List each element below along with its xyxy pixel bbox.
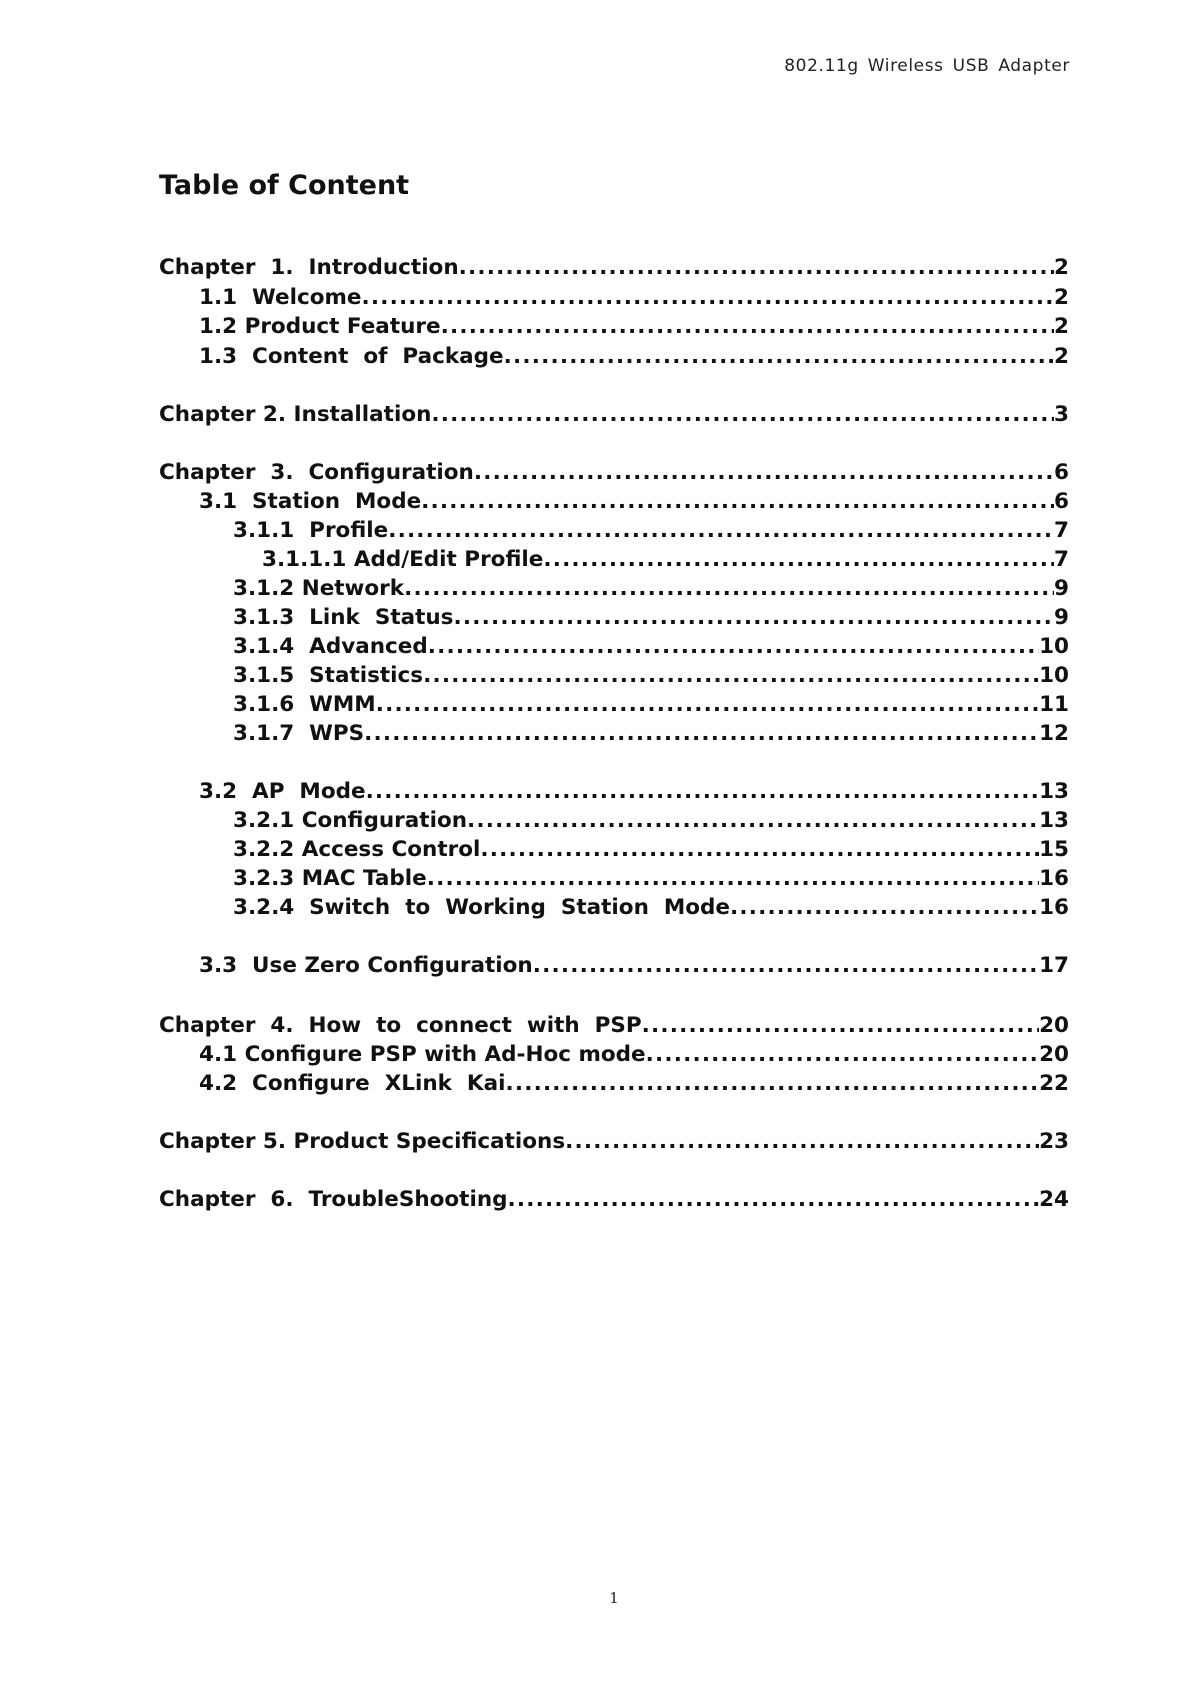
toc-entry-page: 24: [1039, 1187, 1069, 1212]
toc-entry-chapter-5[interactable]: [159, 1127, 1069, 1157]
toc-entry-page: 20: [1039, 1042, 1069, 1067]
toc-entry-page: 22: [1039, 1071, 1069, 1096]
toc-entry-label: 1.1 Welcome: [199, 285, 362, 310]
toc-entry-1-1[interactable]: [199, 283, 1069, 313]
running-header: 802.11g Wireless USB Adapter: [784, 56, 1070, 76]
toc-entry-3-2-3[interactable]: [233, 864, 1069, 894]
toc-entry-chapter-2[interactable]: [159, 400, 1069, 430]
dot-leader: [453, 603, 1054, 633]
dot-leader: [404, 574, 1054, 604]
toc-entry-label: 3.1.5 Statistics: [233, 663, 424, 688]
dot-leader: [376, 690, 1039, 720]
toc-entry-label: Chapter 1. Introduction: [159, 255, 459, 280]
page-number: 1: [609, 1589, 619, 1607]
toc-entry-3-1-4[interactable]: [233, 632, 1069, 662]
toc-entry-label: 1.2 Product Feature: [199, 314, 441, 339]
toc-entry-page: 16: [1039, 866, 1069, 891]
toc-entry-1-3[interactable]: [199, 342, 1069, 372]
toc-entry-3-1-1[interactable]: [233, 516, 1069, 546]
dot-leader: [388, 516, 1054, 546]
toc-entry-page: 10: [1039, 663, 1069, 688]
toc-entry-label: 3.2.1 Configuration: [233, 808, 468, 833]
toc-entry-page: 12: [1039, 721, 1069, 746]
toc-entry-3-2[interactable]: [199, 777, 1069, 807]
toc-entry-page: 11: [1039, 692, 1069, 717]
toc-entry-page: 2: [1054, 314, 1069, 339]
toc-entry-chapter-3[interactable]: [159, 458, 1069, 488]
toc-entry-label: 3.1.7 WPS: [233, 721, 365, 746]
toc-entry-1-2[interactable]: [199, 312, 1069, 342]
toc-entry-page: 3: [1054, 402, 1069, 427]
dot-leader: [364, 719, 1039, 749]
toc-entry-label: 3.2.3 MAC Table: [233, 866, 427, 891]
toc-entry-page: 10: [1039, 634, 1069, 659]
dot-leader: [543, 545, 1054, 575]
toc-entry-label: 3.1.6 WMM: [233, 692, 376, 717]
dot-leader: [366, 777, 1040, 807]
toc-entry-page: 6: [1054, 460, 1069, 485]
toc-entry-chapter-6[interactable]: [159, 1185, 1069, 1215]
toc-entry-page: 2: [1054, 344, 1069, 369]
toc-entry-page: 15: [1039, 837, 1069, 862]
dot-leader: [431, 400, 1054, 430]
toc-entry-page: 9: [1054, 605, 1069, 630]
toc-entry-3-1-7[interactable]: [233, 719, 1069, 749]
toc-entry-3-2-1[interactable]: [233, 806, 1069, 836]
toc-entry-page: 9: [1054, 576, 1069, 601]
toc-entry-label: 3.2.2 Access Control: [233, 837, 481, 862]
toc-entry-label: Chapter 2. Installation: [159, 402, 432, 427]
toc-entry-page: 20: [1039, 1013, 1069, 1038]
toc-entry-3-1-2[interactable]: [233, 574, 1069, 604]
dot-leader: [646, 1040, 1039, 1070]
toc-entry-chapter-1[interactable]: [159, 253, 1069, 283]
toc-entry-label: 3.1.1 Profile: [233, 518, 389, 543]
toc-entry-3-1[interactable]: [199, 487, 1069, 517]
dot-leader: [533, 951, 1039, 981]
toc-entry-label: 3.1 Station Mode: [199, 489, 422, 514]
toc-entry-label: 4.1 Configure PSP with Ad-Hoc mode: [199, 1042, 646, 1067]
toc-entry-label: 3.3 Use Zero Configuration: [199, 953, 533, 978]
dot-leader: [459, 253, 1054, 283]
dot-leader: [474, 458, 1054, 488]
toc-entry-page: 7: [1054, 518, 1069, 543]
dot-leader: [504, 342, 1054, 372]
toc-entry-page: 17: [1039, 953, 1069, 978]
dot-leader: [565, 1127, 1039, 1157]
toc-entry-page: 13: [1039, 779, 1069, 804]
toc-entry-4-2[interactable]: [199, 1069, 1069, 1099]
toc-entry-label: Chapter 6. TroubleShooting: [159, 1187, 508, 1212]
toc-entry-3-1-6[interactable]: [233, 690, 1069, 720]
toc-entry-page: 7: [1054, 547, 1069, 572]
toc-entry-label: 3.1.4 Advanced: [233, 634, 428, 659]
toc-entry-page: 2: [1054, 285, 1069, 310]
toc-entry-page: 2: [1054, 255, 1069, 280]
toc-entry-label: 3.2.4 Switch to Working Station Mode: [233, 895, 730, 920]
toc-entry-page: 16: [1039, 895, 1069, 920]
toc-entry-3-2-4[interactable]: [233, 893, 1069, 923]
dot-leader: [505, 1069, 1039, 1099]
toc-entry-label: Chapter 4. How to connect with PSP: [159, 1013, 642, 1038]
toc-entry-4-1[interactable]: [199, 1040, 1069, 1070]
toc-entry-page: 6: [1054, 489, 1069, 514]
toc-entry-3-3[interactable]: [199, 951, 1069, 981]
toc-entry-label: 4.2 Configure XLink Kai: [199, 1071, 506, 1096]
dot-leader: [642, 1011, 1039, 1041]
dot-leader: [441, 312, 1054, 342]
toc-entry-label: Chapter 3. Configuration: [159, 460, 474, 485]
toc-entry-label: 1.3 Content of Package: [199, 344, 504, 369]
toc-entry-page: 23: [1039, 1129, 1069, 1154]
toc-entry-label: 3.1.3 Link Status: [233, 605, 454, 630]
dot-leader: [508, 1185, 1040, 1215]
toc-entry-label: 3.1.2 Network: [233, 576, 405, 601]
dot-leader: [480, 835, 1039, 865]
page-title: Table of Content: [159, 170, 410, 201]
toc-entry-label: 3.2 AP Mode: [199, 779, 366, 804]
toc-entry-label: 3.1.1.1 Add/Edit Profile: [262, 547, 544, 572]
dot-leader: [361, 283, 1054, 313]
toc-entry-3-1-5[interactable]: [233, 661, 1069, 691]
toc-entry-page: 13: [1039, 808, 1069, 833]
dot-leader: [423, 661, 1039, 691]
dot-leader: [421, 487, 1054, 517]
dot-leader: [467, 806, 1039, 836]
toc-entry-3-1-3[interactable]: [233, 603, 1069, 633]
toc-entry-3-2-2[interactable]: [233, 835, 1069, 865]
dot-leader: [730, 893, 1039, 923]
toc-entry-chapter-4[interactable]: [159, 1011, 1069, 1041]
dot-leader: [428, 632, 1039, 662]
toc-entry-3-1-1-1[interactable]: [262, 545, 1069, 575]
dot-leader: [427, 864, 1039, 894]
toc-entry-label: Chapter 5. Product Specifications: [159, 1129, 566, 1154]
